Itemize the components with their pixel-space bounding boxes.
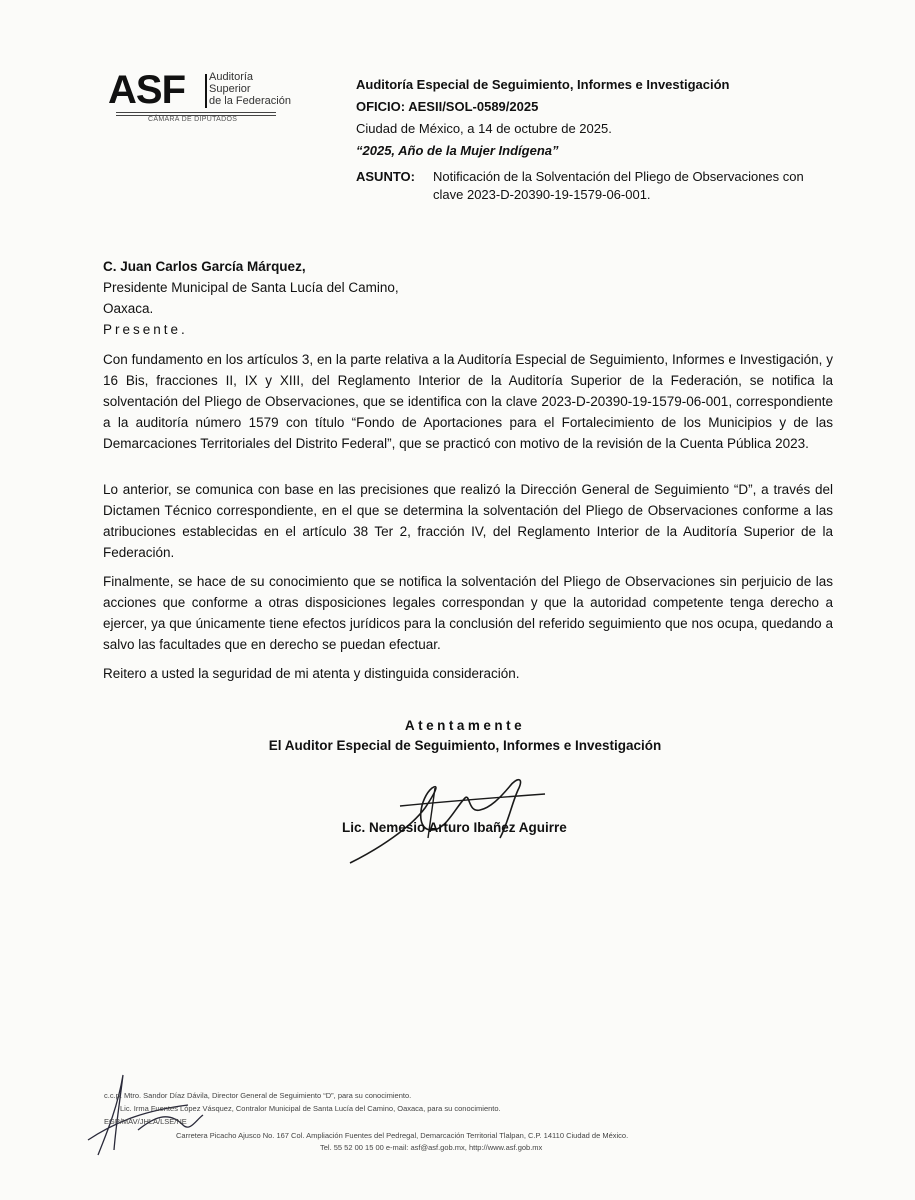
- body-paragraph-3: Finalmente, se hace de su conocimiento que se notifica la solventación del Pliego de Observaciones sin perjuicio de las acciones que conforme a otras disposiciones legales correspondan y que la autoridad competente tenga derecho a ejercer, ya que únicamente tiene efectos jurídicos para la conclusión del referido seguimiento que nos ocupa, quedando a salvo las facultades que en derecho se puedan efectuar.: [103, 574, 833, 652]
- atentamente: Atentamente: [404, 718, 526, 733]
- presente: Presente.: [103, 322, 188, 337]
- logo-line-1: Auditoría: [209, 71, 254, 83]
- place-date: Ciudad de México, a 14 de octubre de 2025.: [356, 121, 612, 136]
- footer-contact: Tel. 55 52 00 15 00 e-mail: asf@asf.gob.mx, http://www.asf.gob.mx: [320, 1143, 543, 1152]
- oficio-number: OFICIO: AESII/SOL-0589/2025: [356, 99, 539, 114]
- body-paragraph-4: Reitero a usted la seguridad de mi atenta y distinguida consideración.: [103, 666, 520, 681]
- logo-line-3: de la Federación: [209, 95, 291, 107]
- logo-acronym: ASF: [108, 68, 185, 112]
- addressee-block: [103, 256, 399, 340]
- logo-divider: [205, 74, 207, 108]
- letter-header: [356, 74, 729, 162]
- addressee-name: C. Juan Carlos García Márquez,: [103, 259, 306, 274]
- subject-label: ASUNTO:: [356, 169, 415, 184]
- body-paragraph-2: Lo anterior, se comunica con base en las precisiones que realizó la Dirección General de Seguimiento “D”, a través del Dictamen Técnico correspondiente, en el que se determina la solventación del Pliego de Observaciones conforme a las atribuciones establecidas en el artículo 38 Ter 2, fracción IV, del Reglamento Interior de la Auditoría Superior de la Federación.: [103, 482, 833, 560]
- issuing-unit: Auditoría Especial de Seguimiento, Informes e Investigación: [356, 77, 730, 92]
- logo-name: [209, 71, 291, 107]
- footer-address: Carretera Picacho Ajusco No. 167 Col. Ampliación Fuentes del Pedregal, Demarcación Territorial Tlalpan, C.P. 14110 Ciudad de México.: [176, 1131, 629, 1140]
- signer-name: Lic. Nemesio Arturo Ibañez Aguirre: [342, 820, 567, 835]
- logo-line-2: Superior: [209, 83, 251, 95]
- signer-title: El Auditor Especial de Seguimiento, Informes e Investigación: [268, 738, 662, 753]
- logo-subtitle: CÁMARA DE DIPUTADOS: [148, 116, 238, 123]
- closing-block: [230, 716, 700, 756]
- addressee-position: Presidente Municipal de Santa Lucía del Camino,: [103, 280, 399, 295]
- logo-rule: [116, 112, 276, 113]
- year-motto: “2025, Año de la Mujer Indígena”: [356, 143, 559, 158]
- ccp-line-2: Lic. Irma Fuentes López Vásquez, Contralor Municipal de Santa Lucía del Camino, Oaxaca, para su conocimiento.: [120, 1104, 501, 1113]
- reference-initials: EGP/MAV/JHLA/LSE/NE: [104, 1117, 187, 1126]
- body-paragraph-1: Con fundamento en los artículos 3, en la parte relativa a la Auditoría Especial de Seguimiento, Informes e Investigación, y 16 Bis, fracciones II, IX y XIII, del Reglamento Interior de la Auditoría Superior de la Federación, se notifica la solventación del Pliego de Observaciones, que se identifica con la clave 2023-D-20390-19-1579-06-001, correspondiente a la auditoría número 1579 con título “Fondo de Aportaciones para el Fortalecimiento de los Municipios y de las Demarcaciones Territoriales del Distrito Federal”, que se practicó con motivo de la revisión de la Cuenta Pública 2023.: [103, 352, 833, 451]
- ccp-line-1: c.c.p. Mtro. Sandor Díaz Dávila, Director General de Seguimiento “D”, para su conocimiento.: [104, 1091, 412, 1100]
- addressee-state: Oaxaca.: [103, 301, 154, 316]
- subject-text: Notificación de la Solventación del Pliego de Observaciones con clave 2023-D-20390-19-1579-06-001.: [433, 169, 804, 202]
- asf-logo: [108, 68, 308, 130]
- handwritten-initials: [78, 1070, 218, 1160]
